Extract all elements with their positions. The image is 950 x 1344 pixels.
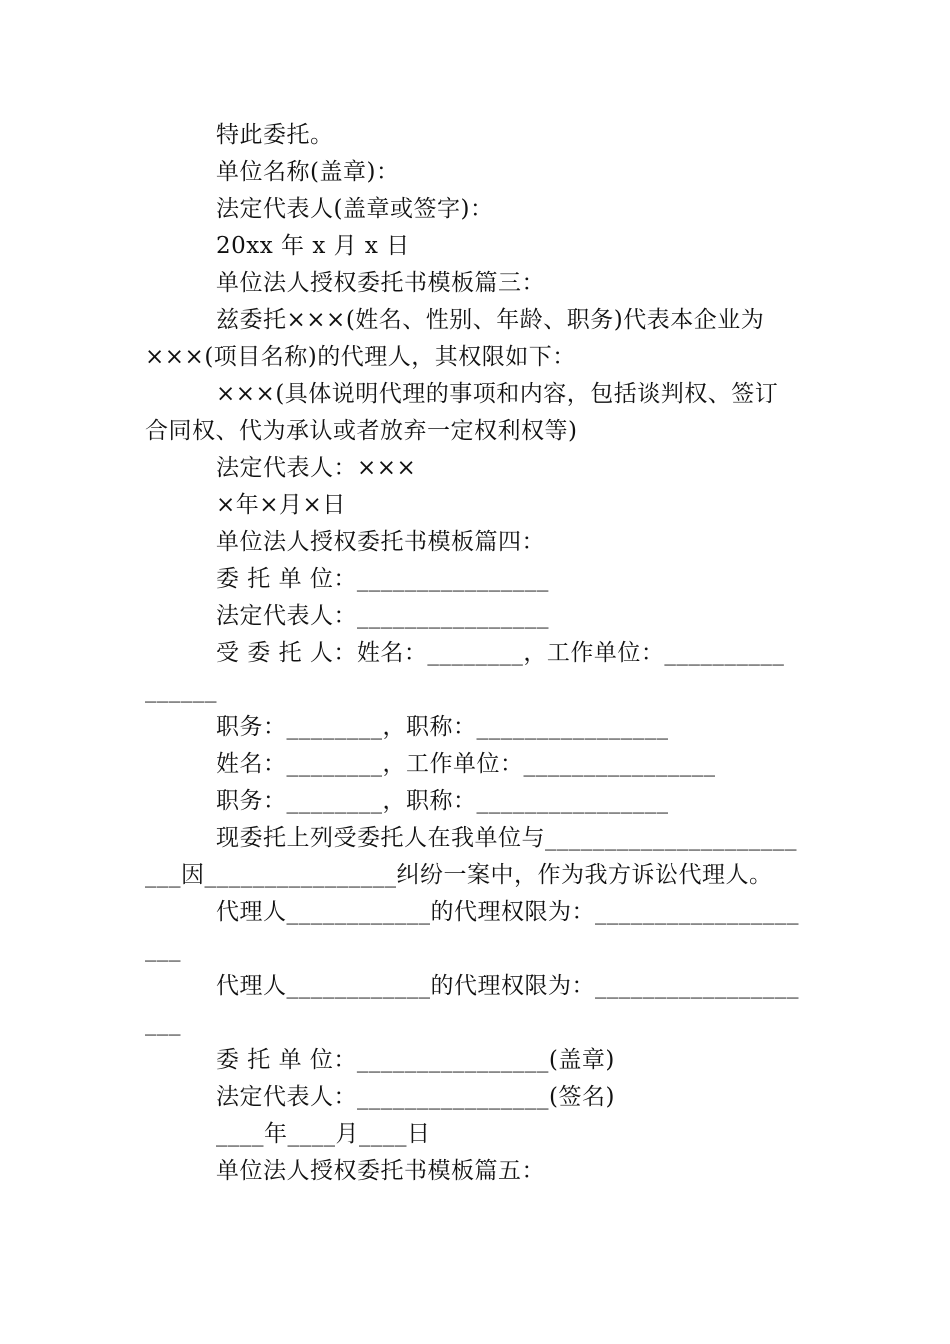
legal-rep-line: 法定代表人：×××: [216, 455, 417, 481]
date-line: 20xx 年 x 月 x 日: [216, 233, 410, 259]
paragraph-line: ×××(项目名称)的代理人，其权限如下：: [145, 344, 576, 370]
form-line: 委 托 单 位：________________: [216, 566, 549, 592]
section-heading-4: 单位法人授权委托书模板篇四：: [216, 529, 545, 555]
unit-name-line: 单位名称(盖章)：: [216, 159, 400, 185]
form-line: 职务：________，职称：________________: [216, 714, 669, 740]
legal-rep-line: 法定代表人(盖章或签字)：: [216, 196, 494, 222]
form-line: 受 委 托 人：姓名：________，工作单位：__________: [216, 640, 785, 666]
date-line: ×年×月×日: [216, 492, 346, 518]
form-line: 职务：________，职称：________________: [216, 788, 669, 814]
paragraph-line: 合同权、代为承认或者放弃一定权利权等): [145, 418, 578, 444]
paragraph-line: 现委托上列受委托人在我单位与_____________________: [216, 825, 797, 851]
form-line: 法定代表人：________________: [216, 603, 549, 629]
form-line: 法定代表人：________________(签名): [216, 1084, 615, 1110]
section-heading-5: 单位法人授权委托书模板篇五：: [216, 1158, 545, 1184]
closing-line: 特此委托。: [216, 122, 334, 148]
form-line: 委 托 单 位：________________(盖章): [216, 1047, 615, 1073]
paragraph-line: 兹委托×××(姓名、性别、年龄、职务)代表本企业为: [216, 307, 765, 333]
form-line: 姓名：________，工作单位：________________: [216, 751, 716, 777]
form-line-continuation: ___: [145, 1010, 181, 1036]
paragraph-line: ×××(具体说明代理的事项和内容，包括谈判权、签订: [216, 381, 779, 407]
paragraph-line: ___因________________纠纷一案中，作为我方诉讼代理人。: [145, 862, 773, 888]
form-line-continuation: ___: [145, 936, 181, 962]
form-line: 代理人____________的代理权限为：_________________: [216, 973, 799, 999]
date-line: ____年____月____日: [216, 1121, 431, 1147]
form-line-continuation: ______: [145, 677, 217, 703]
section-heading-3: 单位法人授权委托书模板篇三：: [216, 270, 545, 296]
form-line: 代理人____________的代理权限为：_________________: [216, 899, 799, 925]
